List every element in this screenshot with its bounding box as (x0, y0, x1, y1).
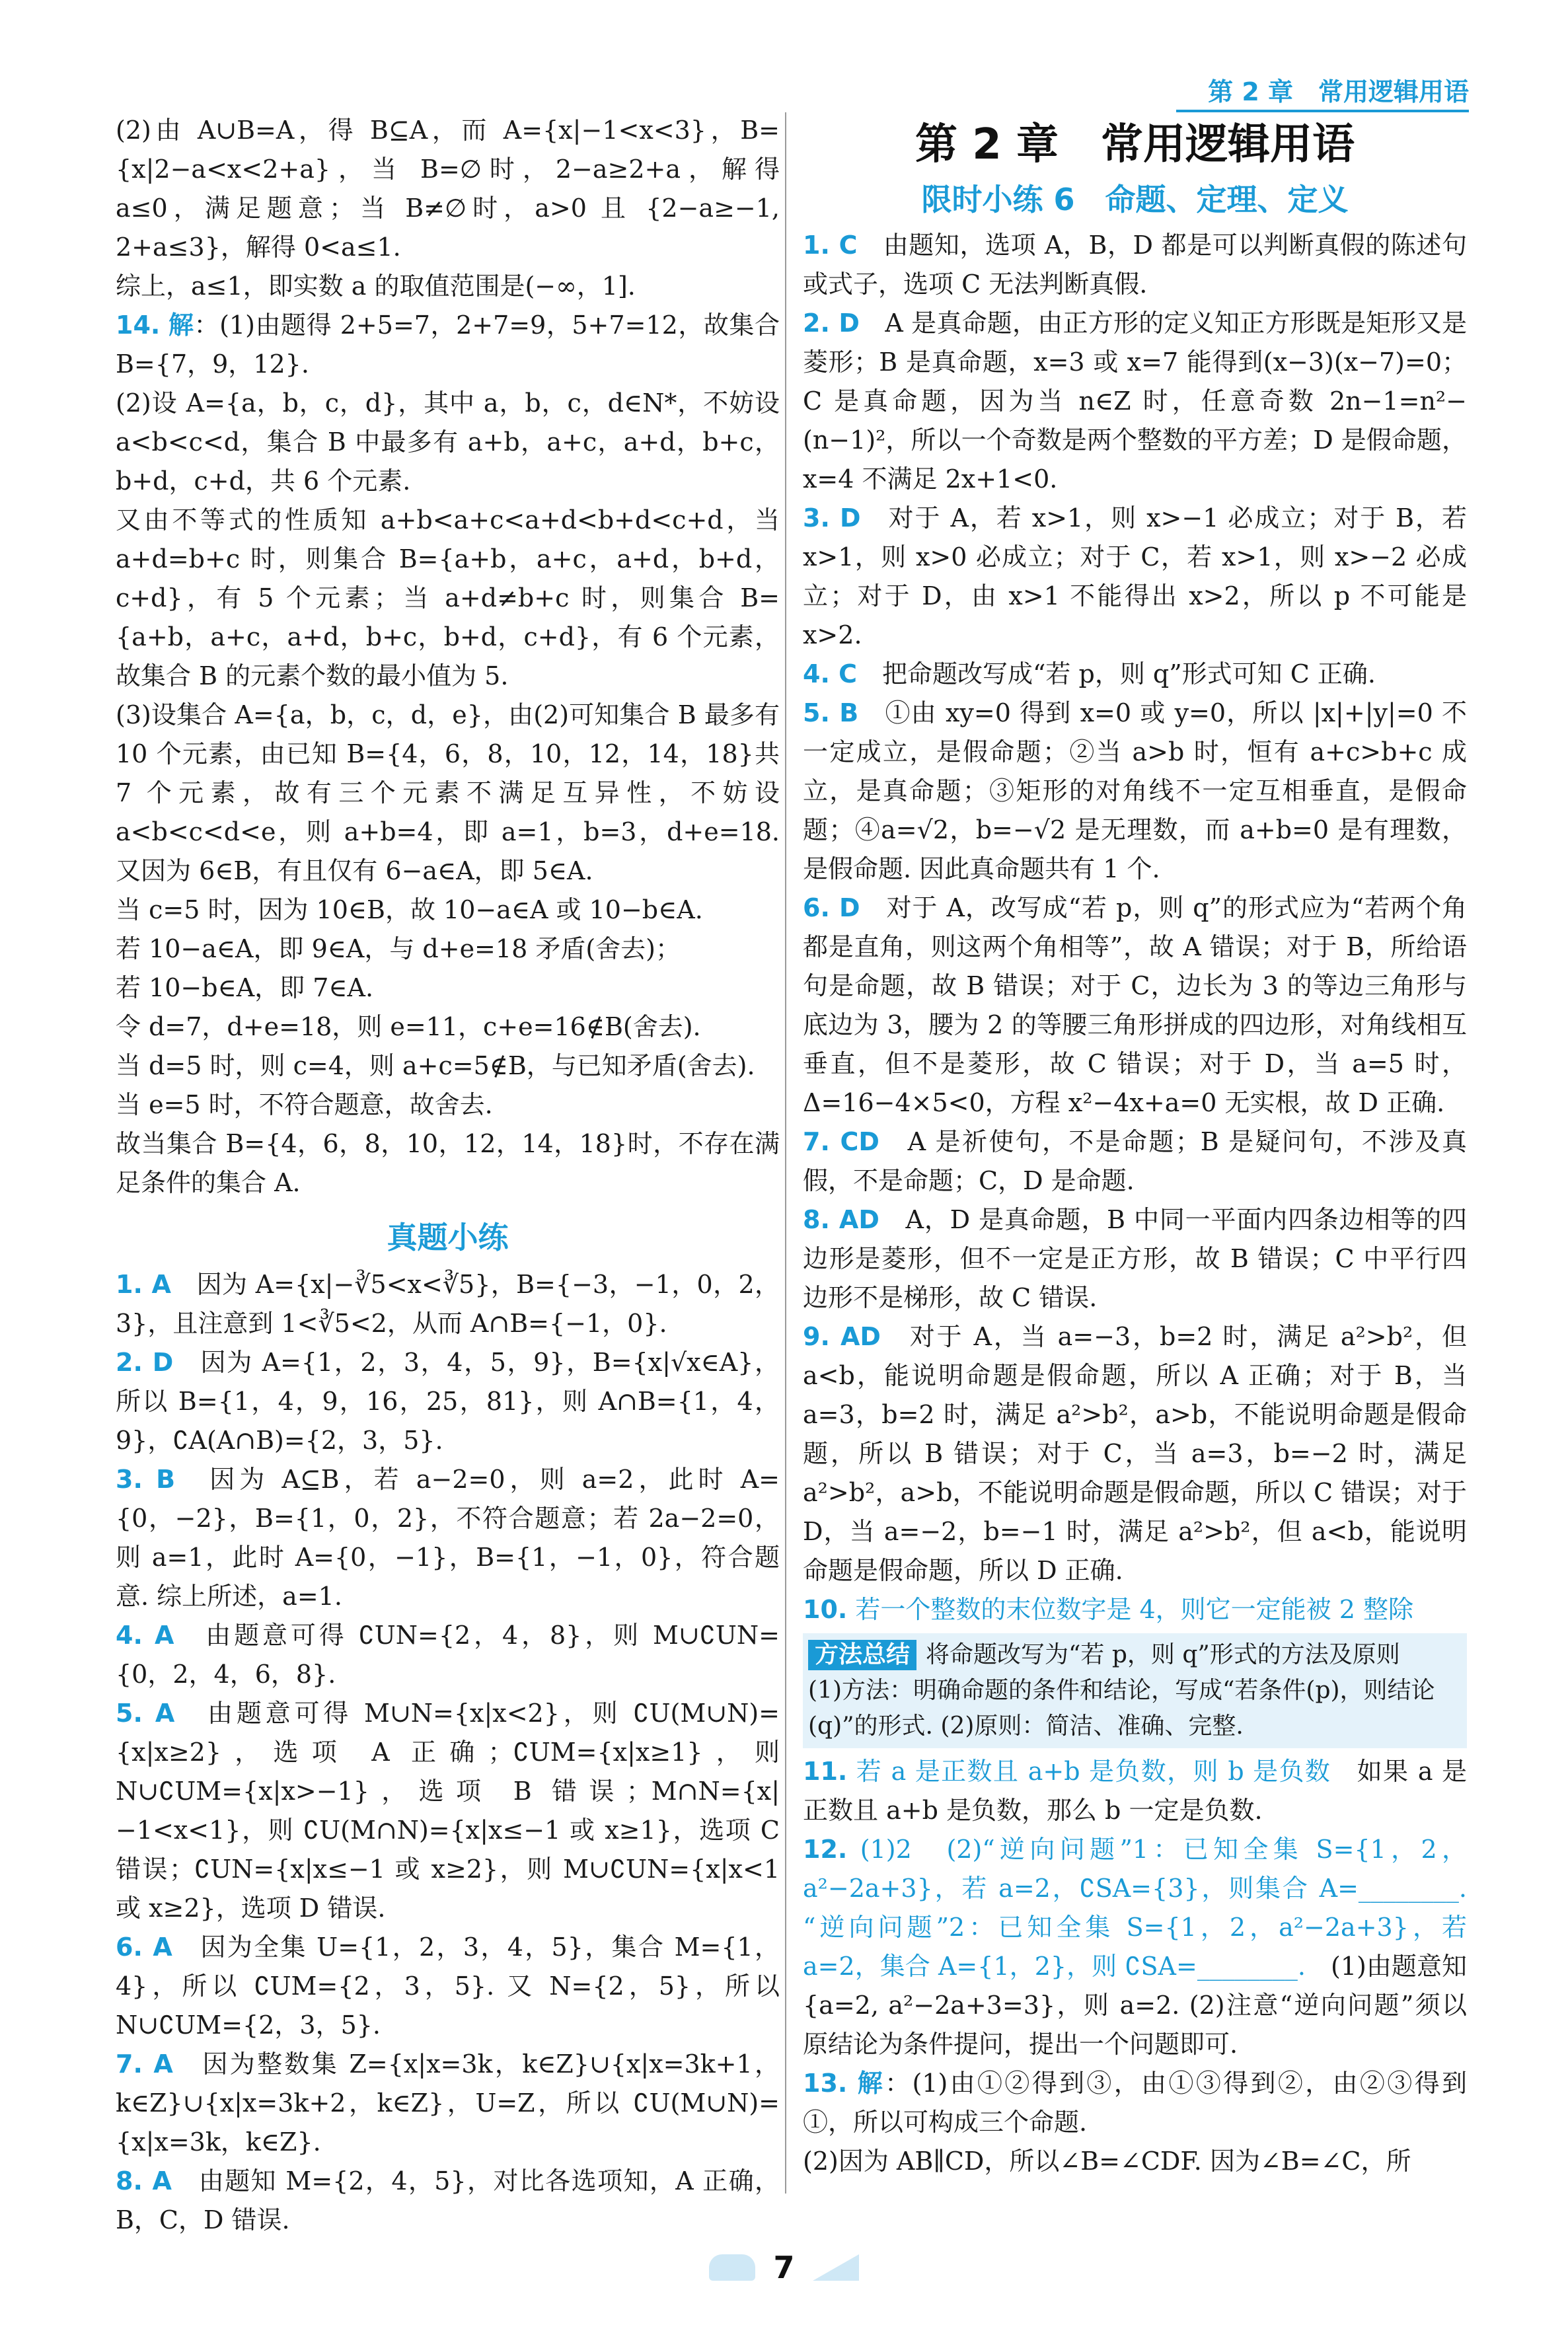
method-summary-title: 将命题改写为“若 p，则 q”形式的方法及原则 (926, 1641, 1400, 1668)
answer-item (116, 1265, 780, 1343)
text-line: 当 c=5 时，因为 10∈B，故 10−a∈A 或 10−b∈A. (116, 895, 703, 924)
page-footer (0, 2250, 1568, 2285)
text-line: 当 e=5 时，不符合题意，故舍去. (116, 1090, 493, 1119)
chapter-title: 第 2 章 常用逻辑用语 (915, 120, 1355, 169)
text-line: (3)设集合 A={a，b，c，d，e}，由(2)可知集合 B 最多有 10 个元素，由已知 B={4，6，8，10，12，14，18}共 7 个元素，故有三个元素不满足互异性，不妨设 a<b<c<d<e，则 a+b=4，即 a=1，b=3，d+e=18. 又因为 6∈B，有且仅有 6−a∈A，即 5∈A. (116, 700, 780, 885)
answer-text: 对于 A，当 a=−3，b=2 时，满足 a²>b²，但 a<b，能说明命题是假命题，所以 A 正确；对于 B，当 a=3，b=2 时，满足 a²>b²，a>b，不能说明命题是假命题，所以 B 错误；对于 C，当 a=3，b=−2 时，满足 a²>b²，a>b，不能说明命题是假命题，所以 C 错误；对于 D，当 a=−2，b=−1 时，满足 a²>b²，但 a<b，能说明命题是假命题，所以 D 正确. (803, 1322, 1467, 1585)
answer-key: 8. A (116, 2166, 172, 2196)
header-rule (1176, 110, 1469, 112)
text-line: (2)由 A∪B=A，得 B⊆A，而 A={x|−1<x<3}，B={x|2−a<x<2+a}，当 B=∅时，2−a≥2+a，解得 a≤0，满足题意；当 B≠∅时，a>0 且 {2−a≥−1, 2+a≤3}，解得 0<a≤1. (116, 116, 780, 262)
answer-item (116, 1460, 780, 1616)
answer-text: 由题知，选项 A，B，D 都是可以判断真假的陈述句或式子，选项 C 无法判断真假. (803, 231, 1467, 299)
text-line: 若 10−a∈A，即 9∈A，与 d+e=18 矛盾(舍去)； (116, 934, 681, 963)
right-column (803, 120, 1468, 2181)
answer-text: 因为整数集 Z={x|x=3k，k∈Z}∪{x|x=3k+1，k∈Z}∪{x|x=3k+2，k∈Z}，U=Z，所以 ∁U(M∪N)={x|x=3k，k∈Z}. (116, 2049, 780, 2157)
answer-item (803, 1200, 1467, 1317)
answer-text: A 是祈使句，不是命题；B 是疑问句，不涉及真假，不是命题；C，D 是命题. (803, 1127, 1467, 1195)
answer-key: 9. AD (803, 1322, 881, 1351)
text-line: (2)因为 AB∥CD，所以∠B=∠CDF. 因为∠B=∠C，所 (803, 2147, 1411, 2176)
answer-text: (1)由题意知 {a=2, a²−2a+3=3}，则 a=2. (2)注意“逆向问题”须以原结论为条件提问，提出一个问题即可. (803, 1952, 1468, 2059)
answer-key: (1)2 (2)“逆向问题”1：已知全集 S={1，2，a²−2a+3}，若 a=2，∁SA={3}，则集合 A=________. “逆向问题”2：已知全集 S={1，2，a²−2a+3}，若 a=2，集合 A={1，2}，则 ∁SA=________. (803, 1835, 1467, 1981)
answer-text: 因为 A⊆B，若 a−2=0，则 a=2，此时 A={0，−2}，B={1，0，2}，不符合题意；若 2a−2=0，则 a=1，此时 A={0，−1}，B={1，−1，0}，符合题意. 综上所述，a=1. (116, 1465, 780, 1611)
answer-key: 6. A (116, 1933, 172, 1962)
question-number: 14. (116, 311, 161, 340)
answer-key: 5. A (116, 1699, 175, 1728)
answer-key: 2. D (116, 1348, 174, 1377)
section-title: 真题小练 (387, 1220, 509, 1255)
protractor-icon (709, 2254, 755, 2281)
answer-text: 对于 A，若 x>1，则 x>−1 必成立；对于 B，若 x>1，则 x>0 必成立；对于 C，若 x>1，则 x>−2 必成立；对于 D，由 x>1 不能得出 x>2，所以 p 不可能是 x>2. (803, 503, 1467, 649)
answer-item (803, 226, 1467, 304)
method-summary-badge: 方法总结 (808, 1640, 916, 1670)
answer-key: 10. (803, 1595, 848, 1624)
answer-text: 若一个整数的末位数字是 4，则它一定能被 2 整除 (855, 1595, 1414, 1624)
column-divider (785, 112, 786, 2194)
answer-text: 因为全集 U={1，2，3，4，5}，集合 M={1，4}，所以 ∁UM={2，3，5}. 又 N={2，5}，所以 N∪∁UM={2，3，5}. (116, 1933, 780, 2040)
answer-text: 由题意可得 M∪N={x|x<2}，则 ∁U(M∪N)={x|x≥2}，选项 A 正确；∁UM={x|x≥1}，则 N∪∁UM={x|x>−1}，选项 B 错误；M∩N={x|−1<x<1}，则 ∁U(M∩N)={x|x≤−1 或 x≥1}，选项 C 错误；∁UN={x|x≤−1 或 x≥2}，则 M∪∁UN={x|x<1 或 x≥2}，选项 D 错误. (116, 1699, 780, 1923)
answer-item (803, 304, 1467, 499)
text-line: 故当集合 B={4，6，8，10，12，14，18}时，不存在满足条件的集合 A. (116, 1129, 780, 1197)
answer-key: 若 a 是正数且 a+b 是负数，则 b 是负数 (856, 1757, 1331, 1786)
answer-text: A，D 是真命题，B 中同一平面内四条边相等的四边形是菱形，但不一定是正方形，故 B 错误；C 中平行四边形不是梯形，故 C 错误. (803, 1205, 1467, 1312)
answer-item (803, 694, 1467, 889)
answer-key: 3. D (803, 503, 861, 533)
answer-item (116, 1928, 780, 2045)
answer-key: 3. B (116, 1465, 176, 1494)
text-line: (2)设 A={a，b，c，d}，其中 a，b，c，d∈N*，不妨设 a<b<c<d，集合 B 中最多有 a+b，a+c，a+d，b+c，b+d，c+d，共 6 个元素. (116, 388, 780, 496)
page-number: 7 (773, 2250, 795, 2285)
answer-item (116, 2045, 780, 2162)
answer-item (116, 1616, 780, 1694)
answer-item (116, 1694, 780, 1928)
answer-key: 7. CD (803, 1127, 879, 1156)
answer-item (803, 889, 1467, 1123)
set-square-icon (813, 2254, 859, 2281)
answer-key: 7. A (116, 2049, 173, 2079)
method-summary-body: (1)方法：明确命题的条件和结论，写成“若条件(p)，则结论(q)”的形式. (2)原则：简洁、准确、完整. (808, 1677, 1435, 1740)
answer-item (803, 1123, 1467, 1200)
answer-key: 6. D (803, 893, 860, 922)
answer-text: 因为 A={1，2，3，4，5，9}，B={x|√x∈A}，所以 B={1，4，9，16，25，81}，则 A∩B={1，4，9}，∁A(A∩B)={2，3，5}. (116, 1348, 780, 1455)
question-number: 11. (803, 1757, 848, 1786)
chapter-header: 第 2 章 常用逻辑用语 (1208, 77, 1469, 106)
answer-text: 对于 A，改写成“若 p，则 q”的形式应为“若两个角都是直角，则这两个角相等”，故 A 错误；对于 B，所给语句是命题，故 B 错误；对于 C，边长为 3 的等边三角形与底边为 3，腰为 2 的等腰三角形拼成的四边形，对角线相互垂直，但不是菱形，故 C 错误；对于 D，当 a=5 时，Δ=16−4×5<0，方程 x²−4x+a=0 无实根，故 D 正确. (803, 893, 1467, 1117)
answer-key: 8. AD (803, 1205, 879, 1234)
answer-text: 如果 a 是正数且 a+b 是负数，那么 b 一定是负数. (803, 1757, 1467, 1825)
answer-text: ①由 xy=0 得到 x=0 或 y=0，所以 |x|+|y|=0 不一定成立，是假命题；②当 a>b 时，恒有 a+c>b+c 成立，是真命题；③矩形的对角线不一定互相垂直，是假命题；④a=√2，b=−√2 是无理数，而 a+b=0 是有理数，是假命题. 因此真命题共有 1 个. (803, 698, 1467, 883)
text-line: 又由不等式的性质知 a+b<a+c<a+d<b+d<c+d，当 a+d=b+c 时，则集合 B={a+b，a+c，a+d，b+d，c+d}，有 5 个元素；当 a+d≠b+c 时，则集合 B={a+b，a+c，a+d，b+c，b+d，c+d}，有 6 个元素，故集合 B 的元素个数的最小值为 5. (116, 505, 780, 690)
answer-item (803, 499, 1467, 655)
left-column (116, 111, 780, 2240)
answer-item (803, 655, 1467, 694)
text-line: 综上，a≤1，即实数 a 的取值范围是(−∞，1]. (116, 272, 636, 301)
answer-14 (116, 306, 780, 384)
text-line: 当 d=5 时，则 c=4，则 a+c=5∉B，与已知矛盾(舍去). (116, 1051, 755, 1080)
text-line: ：(1)由①②得到③，由①③得到②，由②③得到①，所以可构成三个命题. (803, 2069, 1467, 2137)
solution-label: 解 (857, 2069, 885, 2098)
method-summary-box (803, 1633, 1467, 1748)
answer-item (803, 1317, 1467, 1590)
answer-text: 由题知 M={2，4，5}，对比各选项知，A 正确，B，C，D 错误. (116, 2166, 780, 2234)
answer-text: A 是真命题，由正方形的定义知正方形既是矩形又是菱形；B 是真命题，x=3 或 x=7 能得到(x−3)(x−7)=0；C 是真命题，因为当 n∈Z 时，任意奇数 2n−1=n²−(n−1)²，所以一个奇数是两个整数的平方差；D 是假命题，x=4 不满足 2x+1<0. (803, 309, 1467, 494)
answer-item (116, 1343, 780, 1460)
answer-key: 1. C (803, 231, 858, 260)
answer-key: 2. D (803, 309, 860, 338)
exercise-title: 限时小练 6 命题、定理、定义 (921, 182, 1349, 217)
answer-item (116, 2162, 780, 2240)
answer-item (803, 1590, 1467, 1629)
text-line: 若 10−b∈A，即 7∈A. (116, 973, 374, 1002)
answer-13 (803, 2064, 1467, 2142)
solution-label: 解 (168, 311, 194, 340)
answer-text: 因为 A={x|−∛5<x<∛5}，B={−3，−1，0，2，3}，且注意到 1<∛5<2，从而 A∩B={−1，0}. (116, 1270, 780, 1338)
answer-key: 4. A (116, 1621, 174, 1650)
text-line: 令 d=7，d+e=18，则 e=11，c+e=16∉B(舍去). (116, 1012, 701, 1041)
answer-text: 把命题改写成“若 p，则 q”形式可知 C 正确. (857, 659, 1376, 688)
text-line: ：(1)由题得 2+5=7，2+7=9，5+7=12，故集合 B={7，9，12}. (116, 311, 780, 379)
answer-key: 1. A (116, 1270, 171, 1299)
answer-key: 5. B (803, 698, 859, 727)
answer-key: 4. C (803, 659, 857, 688)
answer-11 (803, 1752, 1467, 1830)
answer-12 (803, 1830, 1467, 2064)
question-number: 13. (803, 2069, 848, 2098)
question-number: 12. (803, 1835, 848, 1864)
answer-text: 由题意可得 ∁UN={2，4，8}，则 M∪∁UN={0，2，4，6，8}. (116, 1621, 780, 1689)
